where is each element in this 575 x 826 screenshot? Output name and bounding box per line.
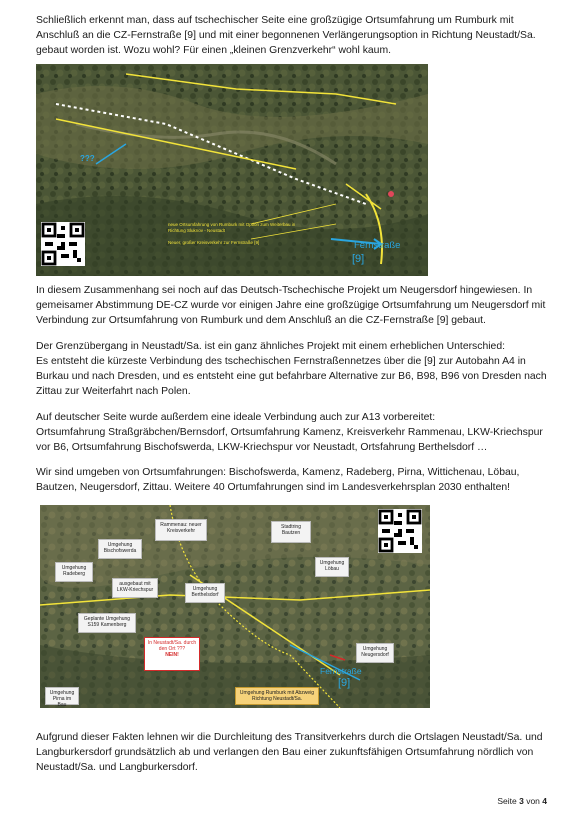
box-radeberg: Umgehung Radeberg — [55, 562, 93, 582]
footer-page: 3 — [519, 796, 524, 806]
qr-code-icon — [41, 222, 85, 266]
map-ortsumfahrungen — [40, 505, 430, 708]
box-neugersdorf: Umgehung Neugersdorf — [356, 643, 394, 663]
footer-prefix: Seite — [497, 796, 520, 806]
box-lkw-kriechspur: ausgebaut mit LKW-Kriechspur — [112, 578, 158, 598]
paragraph-a13: Auf deutscher Seite wurde außerdem eine ideale Verbindung auch zur A13 vorbereitet: Ortsumfahrung Straßgräbchen/Bernsdorf, Ortsumfahrung Kamenz, Kreisverkehr Rammenau, LKW-Kriechspur vor B6, Ortsumfahrung Bischofswerda, LKW-Kriechspur vor Neustadt, Ortsfahrung Berthelsdorf … — [36, 412, 543, 453]
box-kamenz: Geplante Umgehung S159 Kamenberg — [78, 613, 136, 633]
box-neustadt-warning — [144, 637, 200, 671]
neue-ortsumfahrung-label: neue Ortsumfahrung von Rumburk mit Option zum Weiterbau in Richtung Sluknov - Neustadt — [168, 222, 296, 233]
box-pirna: Umgehung Pirna im Bau — [45, 687, 79, 705]
map-rumburk-bypass — [36, 64, 428, 276]
question-label: ??? — [80, 154, 95, 163]
paragraph-neugersdorf: In diesem Zusammenhang sei noch auf das Deutsch-Tschechische Projekt um Neugersdorf hingewiesen. In gemeisamer Abstimmung DE-CZ wurde vor einigen Jahre eine großzügige Ortsumfahrung um Neugersdorf mit Verbindung zur Ortsumfahrung von Rumburk und dem Anschluß an die CZ-Fernstraße [9] gebaut. — [36, 285, 546, 326]
nein-text: NEIN! — [165, 652, 179, 658]
box-rumburk: Umgehung Rumburk mit Abzweig Richtung Neustadt/Sa. — [235, 687, 319, 705]
fernstrasse-label: Fernstraße — [354, 240, 401, 251]
kreisverkehr-label: Neuer, großer Kreisverkehr zur Fernstraße [9] — [168, 240, 260, 245]
box-berthelsdorf: Umgehung Berthelsdorf — [185, 583, 225, 603]
box-stadtring-bautzen: Stadtring Bautzen — [271, 521, 311, 543]
neustadt-warning-text: In Neustadt/Sa. durch den Ort ??? — [147, 640, 197, 652]
nine-label: [9] — [338, 677, 351, 689]
box-bischofswerda: Umgehung Bischofswerda — [98, 539, 142, 559]
paragraph-rumburk: Schließlich erkennt man, dass auf tschechischer Seite eine großzügige Ortsumfahrung um Rumburk mit Anschluß an die CZ-Fernstraße [9] und mit einer begonnenen Verlängerungsoption in Richtung Neustadt/Sa. gebaut worden ist. Wozu wohl? Für einen „kleinen Grenzverkehr“ wohl kaum. — [36, 15, 536, 56]
box-rammenau: Rammenau: neuer Kreisverkehr — [155, 519, 207, 541]
fernstrasse-label: Fernstraße — [320, 666, 362, 676]
page-footer — [497, 796, 547, 806]
footer-total: 4 — [542, 796, 547, 806]
box-loebau: Umgehung Löbau — [315, 557, 349, 577]
footer-mid: von — [523, 796, 543, 806]
paragraph-conclusion: Aufgrund dieser Fakten lehnen wir die Durchleitung des Transitverkehrs durch die Ortslagen Neustadt/Sa. und Langburkersdorf grundsätzlich ab und verlangen den Bau einer zukunftsfähigen Ortsumfahrung nördlich von Neustadt/Sa. und Langburkersdorf. — [36, 732, 543, 773]
nine-label: [9] — [352, 253, 365, 265]
paragraph-grenzuebergang: Der Grenzübergang in Neustadt/Sa. ist ein ganz ähnliches Projekt mit einem erheblichen Unterschied: Es entsteht die kürzeste Verbindung des tschechischen Fernstraßennetzes über die [9] zur Autobahn A4 in Burkau und nach Dresden, und es entsteht eine gut befahrbare Alternative zur B6, B98, B96 von Dresden nach Zittau zur Weiterfahrt nach Polen. — [36, 341, 547, 397]
qr-code-icon — [378, 509, 422, 553]
paragraph-ortsumfahrungen: Wir sind umgeben von Ortsumfahrungen: Bischofswerda, Kamenz, Radeberg, Pirna, Wittichenau, Löbau, Bautzen, Neugersdorf, Zittau. Weitere 40 Ortumfahrungen sind im Landesverkehrsplan 2030 enthalten! — [36, 467, 520, 493]
